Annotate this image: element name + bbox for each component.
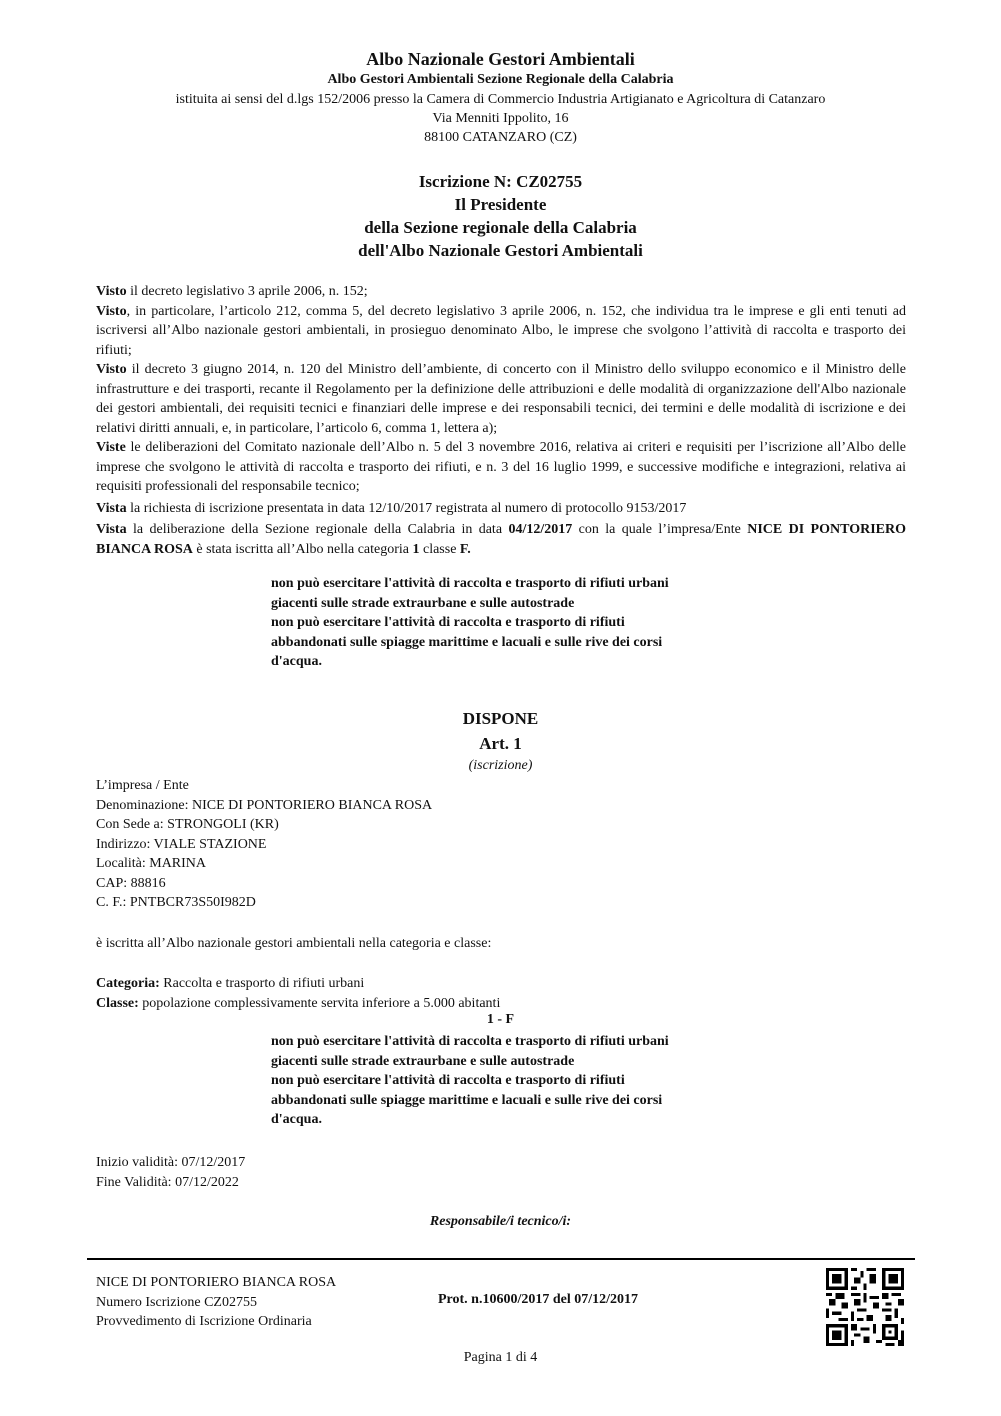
premise: Visto il decreto legislativo 3 aprile 2006, n. 152; <box>96 284 368 299</box>
company-cf: C. F.: PNTBCR73S50I982D <box>96 895 256 910</box>
footer-info <box>96 1273 336 1332</box>
footer-company: NICE DI PONTORIERO BIANCA ROSA <box>96 1275 337 1290</box>
footer-divider <box>87 1258 915 1260</box>
premise: Visto il decreto 3 giugno 2014, n. 120 del Ministro dell’ambiente, di concerto con il Ministro dello sviluppo economico e il Ministro delle infrastrutture e dei trasporti, recante il Regolamento per la definizione delle attribuzioni e delle modalità di organizzazione dell'Albo nazionale dei gestori ambientali, dei requisiti tecnici e finanziari delle imprese e dei responsabili tecnici, dei termini e delle modalità di iscrizione e dei relativi diritti annuali, e, in particolare, l’articolo 6, comma 1, lettera a); <box>96 362 906 436</box>
header-institution: istituita ai sensi del d.lgs 152/2006 presso la Camera di Commercio Industria Artigianato e Agricoltura di Catanzaro <box>175 92 826 107</box>
registration-number: Iscrizione N: CZ02755 <box>418 172 583 191</box>
company-cap: CAP: 88816 <box>96 875 166 891</box>
restriction-item: d'acqua. <box>271 1112 322 1127</box>
premise: Vista la richiesta di iscrizione presentata in data 12/10/2017 registrata al numero di protocollo 9153/2017 <box>96 500 687 516</box>
footer-protocol: Prot. n.10600/2017 del 07/12/2017 <box>438 1292 639 1307</box>
classe-row: Classe: popolazione complessivamente servita inferiore a 5.000 abitanti <box>96 995 501 1011</box>
footer-numero: Numero Iscrizione CZ02755 <box>96 1294 257 1310</box>
qr-code-icon <box>826 1268 904 1346</box>
classe-code: 1 - F <box>486 1012 515 1027</box>
restriction-item: d'acqua. <box>271 654 322 669</box>
premises <box>96 282 906 559</box>
restriction-item: non può esercitare l'attività di raccolta e trasporto di rifiuti <box>271 1073 625 1088</box>
premise: Viste le deliberazioni del Comitato nazionale dell’Albo n. 5 del 3 novembre 2016, relativa ai criteri e requisiti per l’iscrizione all’Albo delle imprese che svolgono le attività di raccolta e trasporto dei rifiuti, e n. 3 del 16 luglio 1999, e successive modifiche e integrazioni, relativa ai requisiti professionali del responsabile tecnico; <box>96 440 906 494</box>
dispone-heading: DISPONE <box>462 709 539 728</box>
company-intro: L’impresa / Ente <box>96 778 189 793</box>
section-title: della Sezione regionale della Calabria <box>364 218 637 237</box>
restriction-item: abbandonati sulle spiagge marittime e lacuali e sulle rive dei corsi <box>271 1092 663 1108</box>
company-indirizzo: Indirizzo: VIALE STAZIONE <box>96 836 267 852</box>
header-subtitle: Albo Gestori Ambientali Sezione Regionale della Calabria <box>327 72 674 87</box>
company-localita: Località: MARINA <box>96 856 207 871</box>
company-name: NICE DI PONTORIERO BIANCA ROSA <box>96 522 906 557</box>
restriction-item: non può esercitare l'attività di raccolta e trasporto di rifiuti urbani <box>271 576 669 591</box>
restriction-item: non può esercitare l'attività di raccolta e trasporto di rifiuti urbani <box>271 1034 669 1049</box>
article-subtitle: (iscrizione) <box>468 758 533 773</box>
validity-end: Fine Validità: 07/12/2022 <box>96 1174 239 1190</box>
header-city: 88100 CATANZARO (CZ) <box>424 130 577 145</box>
restrictions-list <box>271 574 771 672</box>
page-number: Pagina 1 di 4 <box>463 1350 538 1365</box>
restriction-item: abbandonati sulle spiagge marittime e lacuali e sulle rive dei corsi <box>271 634 663 650</box>
restriction-item: giacenti sulle strade extraurbane e sulle autostrade <box>271 1053 575 1069</box>
company-info <box>96 776 432 913</box>
responsabile-heading: Responsabile/i tecnico/i: <box>429 1214 572 1229</box>
category-class <box>96 974 500 1013</box>
president-title: Il Presidente <box>454 195 547 214</box>
header-address: Via Menniti Ippolito, 16 <box>432 111 569 126</box>
article-heading: Art. 1 <box>479 734 522 753</box>
restriction-item: giacenti sulle strade extraurbane e sulle autostrade <box>271 595 575 611</box>
iscritta-text: è iscritta all’Albo nazionale gestori ambientali nella categoria e classe: <box>96 936 492 951</box>
company-denominazione: Denominazione: NICE DI PONTORIERO BIANCA ROSA <box>96 797 433 813</box>
restriction-item: non può esercitare l'attività di raccolta e trasporto di rifiuti <box>271 615 625 630</box>
albo-title: dell'Albo Nazionale Gestori Ambientali <box>358 241 643 260</box>
premise: Visto, in particolare, l’articolo 212, comma 5, del decreto legislativo 3 aprile 2006, n. 152, che individua tra le imprese e gli enti tenuti ad iscriversi all’Albo nazionale gestori ambientali, in prosieguo denominato Albo, le imprese che svolgono l’attività di raccolta e trasporto dei rifiuti; <box>96 303 906 358</box>
title-block <box>0 170 1001 262</box>
header-title: Albo Nazionale Gestori Ambientali <box>366 49 635 69</box>
categoria-row: Categoria: Raccolta e trasporto di rifiuti urbani <box>96 976 365 991</box>
validity <box>96 1153 245 1192</box>
deliberation: Vista la deliberazione della Sezione regionale della Calabria in data 04/12/2017 con la quale l’impresa/Ente NICE DI PONTORIERO BIANCA ROSA è stata iscritta all’Albo nella categoria 1 classe F. <box>96 522 906 557</box>
footer-provvedimento: Provvedimento di Iscrizione Ordinaria <box>96 1314 312 1329</box>
restrictions-list-2 <box>271 1032 771 1130</box>
company-sede: Con Sede a: STRONGOLI (KR) <box>96 817 279 832</box>
validity-start: Inizio validità: 07/12/2017 <box>96 1155 246 1170</box>
